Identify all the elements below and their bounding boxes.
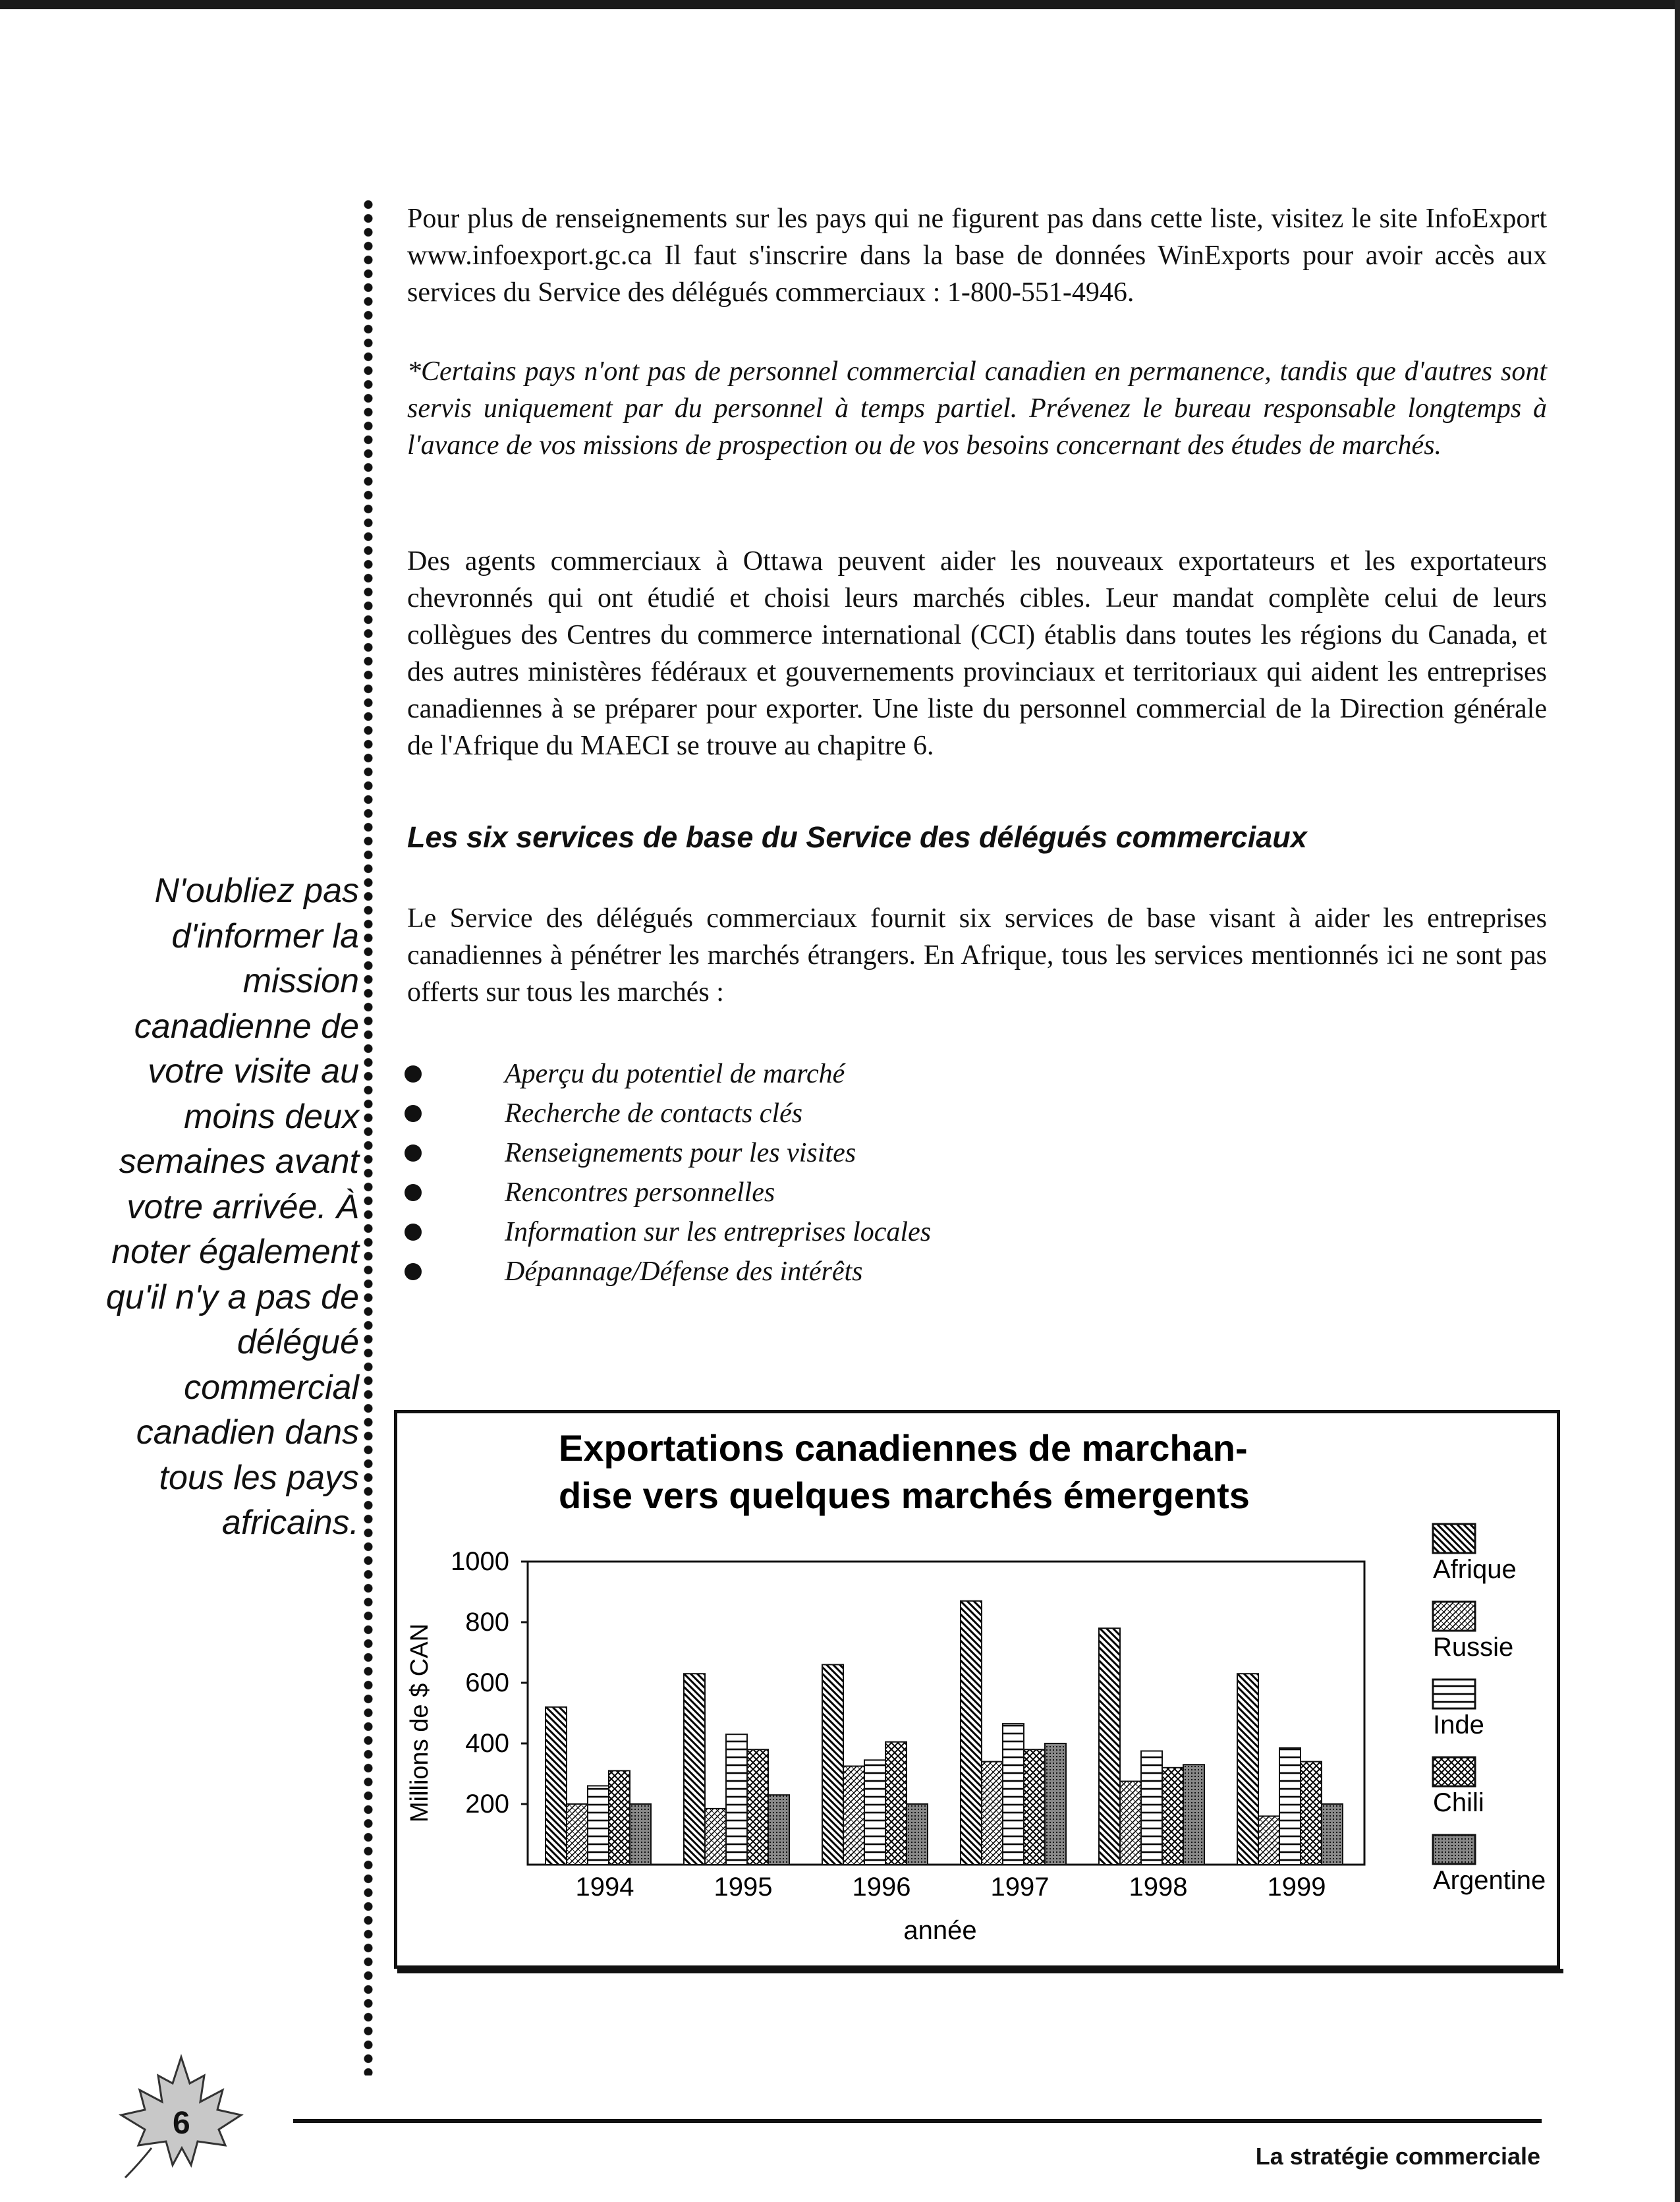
bullet-icon — [405, 1144, 422, 1162]
service-label: Renseignements pour les visites — [505, 1138, 856, 1168]
x-tick-label: 1996 — [852, 1873, 911, 1902]
legend-label: Inde — [1433, 1710, 1484, 1739]
legend-swatch — [1433, 1835, 1475, 1864]
service-label: Information sur les entreprises locales — [505, 1217, 932, 1247]
bar-inde-1998 — [1141, 1751, 1162, 1865]
bar-russie-1999 — [1258, 1816, 1279, 1865]
x-tick-label: 1998 — [1129, 1873, 1188, 1902]
service-label: Recherche de contacts clés — [505, 1098, 803, 1129]
legend-swatch — [1433, 1524, 1475, 1553]
y-tick-label: 400 — [465, 1729, 509, 1758]
y-axis-label: Millions de $ CAN — [406, 1623, 434, 1822]
page-number: 6 — [173, 2106, 190, 2141]
bar-russie-1997 — [982, 1762, 1003, 1865]
service-label: Aperçu du potentiel de marché — [505, 1059, 845, 1089]
footnote-paragraph: *Certains pays n'ont pas de personnel commercial canadien en permanence, tandis que d'autres sont servis uniquement par du personnel à temps partiel. Prévenez le bureau responsable longtemps à l'avance de vos missions de prospection ou de vos besoins concernant des études de marchés. — [407, 356, 1547, 461]
bar-argentine-1994 — [630, 1804, 651, 1865]
legend-swatch — [1433, 1680, 1475, 1708]
maple-leaf-page-badge — [112, 2049, 250, 2181]
bar-chili-1995 — [747, 1749, 768, 1865]
chart-frame — [394, 1410, 1560, 1969]
bar-inde-1996 — [864, 1760, 885, 1865]
bar-russie-1996 — [843, 1766, 864, 1865]
bar-afrique-1998 — [1099, 1628, 1120, 1865]
bar-afrique-1997 — [961, 1601, 982, 1865]
x-tick-label: 1999 — [1267, 1873, 1326, 1902]
y-tick-label: 800 — [465, 1608, 509, 1637]
bullet-icon — [405, 1105, 422, 1122]
service-list-item — [403, 1173, 1523, 1212]
bar-argentine-1996 — [907, 1804, 928, 1865]
sidebar-note: N'oubliez pas d'informer la mission canadienne de votre visite au moins deux semaines avant votre arrivée. À noter également qu'il n'y a pas de délégué commercial canadien dans tous les pays africains. — [105, 872, 359, 1542]
services-intro-paragraph: Le Service des délégués commerciaux fournit six services de base visant à aider les entreprises canadiennes à pénétrer les marchés étrangers. En Afrique, tous les services mentionnés ici ne sont pas offerts sur tous les marchés : — [407, 903, 1547, 1007]
dotted-margin-rule — [361, 198, 376, 2075]
footer-rule — [293, 2119, 1542, 2123]
legend-label: Argentine — [1433, 1866, 1546, 1895]
bar-chili-1994 — [609, 1770, 630, 1865]
y-tick-label: 1000 — [451, 1547, 509, 1576]
bar-afrique-1999 — [1237, 1674, 1258, 1865]
ottawa-agents-paragraph: Des agents commerciaux à Ottawa peuvent aider les nouveaux exportateurs et les exportateurs chevronnés qui ont étudié et choisi leurs marchés cibles. Leur mandat complète celui de leurs collègues des Centres du commerce international (CCI) établis dans toutes les régions du Canada, et des autres ministères fédéraux et gouvernements provinciaux et territoriaux qui aident les entreprises canadiennes à se préparer pour exporter. Une liste du personnel commercial de la Direction générale de l'Afrique du MAECI se trouve au chapitre 6. — [407, 546, 1547, 761]
legend-swatch — [1433, 1757, 1475, 1786]
bullet-icon — [405, 1263, 422, 1280]
x-tick-label: 1994 — [575, 1873, 634, 1902]
bullet-icon — [405, 1065, 422, 1083]
bar-argentine-1998 — [1183, 1764, 1204, 1865]
bullet-icon — [405, 1224, 422, 1241]
bar-chili-1999 — [1301, 1762, 1322, 1865]
bar-argentine-1999 — [1322, 1804, 1343, 1865]
x-axis-label: année — [903, 1916, 977, 1945]
bullet-icon — [405, 1184, 422, 1201]
bar-inde-1999 — [1279, 1748, 1301, 1865]
service-list-item — [403, 1212, 1523, 1252]
legend-label: Afrique — [1433, 1555, 1517, 1584]
section-heading: Les six services de base du Service des délégués commerciaux — [407, 820, 1307, 854]
chart-title-line-1: Exportations canadiennes de marchan- — [559, 1427, 1248, 1469]
bar-afrique-1994 — [546, 1707, 567, 1865]
x-tick-label: 1997 — [990, 1873, 1050, 1902]
bar-russie-1998 — [1120, 1782, 1141, 1865]
chart-title-line-2: dise vers quelques marchés émergents — [559, 1475, 1250, 1516]
legend-label: Russie — [1433, 1633, 1514, 1662]
y-tick-label: 200 — [465, 1790, 509, 1819]
top-border — [0, 0, 1680, 9]
service-list-item — [403, 1054, 1523, 1094]
service-label: Rencontres personnelles — [505, 1177, 775, 1208]
bar-inde-1994 — [588, 1786, 609, 1865]
service-list-item — [403, 1252, 1523, 1291]
bar-chili-1996 — [885, 1742, 907, 1865]
service-list-item — [403, 1133, 1523, 1173]
y-tick-label: 600 — [465, 1668, 509, 1697]
bar-russie-1995 — [705, 1809, 726, 1865]
bar-inde-1995 — [726, 1734, 747, 1865]
bar-inde-1997 — [1003, 1724, 1024, 1865]
bar-chili-1998 — [1162, 1768, 1183, 1865]
bar-russie-1994 — [567, 1804, 588, 1865]
service-list-item — [403, 1094, 1523, 1133]
bar-argentine-1995 — [768, 1795, 789, 1865]
bar-afrique-1996 — [822, 1664, 843, 1865]
x-tick-label: 1995 — [714, 1873, 773, 1902]
bar-chili-1997 — [1024, 1749, 1045, 1865]
right-page-edge — [1675, 0, 1680, 2202]
legend-swatch — [1433, 1602, 1475, 1631]
bar-argentine-1997 — [1045, 1743, 1066, 1865]
footer-section-title: La stratégie commerciale — [1255, 2143, 1540, 2170]
legend-label: Chili — [1433, 1788, 1484, 1817]
service-label: Dépannage/Défense des intérêts — [505, 1256, 863, 1287]
export-bar-chart — [397, 1413, 1557, 1965]
services-list — [403, 1054, 1523, 1291]
infoexport-paragraph: Pour plus de renseignements sur les pays qui ne figurent pas dans cette liste, visitez le site InfoExport www.infoexport.gc.ca Il faut s'inscrire dans la base de données WinExports pour avoir accès aux services du Service des délégués commerciaux : 1-800-551-4946. — [407, 204, 1547, 308]
bar-afrique-1995 — [684, 1674, 705, 1865]
